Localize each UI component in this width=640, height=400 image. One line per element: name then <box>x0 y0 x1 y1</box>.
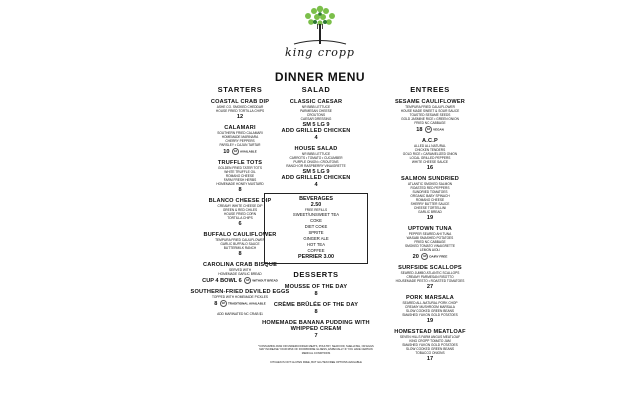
item-description: PARMESAN CHEESE <box>300 109 332 113</box>
item-description: TOPPED WITH HOMEMADE PICKLES <box>211 295 269 299</box>
item-description: HOMEMADE GARLIC BREAD <box>218 272 262 276</box>
add-on-label: ADD GRILLED CHICKEN <box>281 175 351 181</box>
item-description: BUTTERMILK RANCH <box>223 246 257 250</box>
entrees-column <box>360 85 500 367</box>
item-price: 8 <box>314 291 318 297</box>
item-description: NR BIBB LETTUCE <box>301 105 331 109</box>
item-description: CREAMY MUSHROOM MARSALA <box>405 305 455 309</box>
menu-item <box>360 176 500 221</box>
gluten-free-icon: GF <box>221 302 226 305</box>
item-price: 6 <box>238 221 242 227</box>
entrees-list <box>360 99 500 362</box>
item-description: ROMANO CHEESE <box>415 198 445 202</box>
gluten-free-icon: GF <box>423 255 427 258</box>
item-description: SEARED JUMBO ATLANTIC SCALLOPS <box>400 271 460 275</box>
item-description: FRIED NC CABBAGE <box>414 121 446 125</box>
gluten-free-icon: GF <box>426 128 431 131</box>
item-description: SEVEN HILLS FARM ANGUS MEATLOAF <box>399 335 461 339</box>
menu-item <box>360 226 500 260</box>
item-description: HOMEMADE HONEY MUSTARD <box>216 182 264 186</box>
item-description: WHITE CHEESE SAUCE <box>411 160 449 164</box>
beverages-box <box>264 193 368 264</box>
tree-fork-icon <box>290 4 350 48</box>
starters-heading: STARTERS <box>217 85 263 94</box>
item-price: 27 <box>426 284 434 290</box>
item-description: WASABI SMASHED POTATOES <box>406 236 454 240</box>
item-description: CHICKEN TENDERS <box>414 148 446 152</box>
item-name: SURFSIDE SCALLOPS <box>398 265 462 271</box>
item-description: HOUSE FRIED CORN <box>223 212 257 216</box>
item-description: GREEN & RED CHILES <box>222 208 258 212</box>
item-price: 17 <box>426 356 434 362</box>
item-note: AVAILABLE <box>240 149 257 154</box>
item-description: HOUSE MADE SWEET & SOUR SAUCE <box>400 109 460 113</box>
add-on-label: ADD GRILLED CHICKEN <box>281 128 351 134</box>
item-description: KING CROPP TOMATO JAM <box>409 339 451 343</box>
desserts-heading: DESSERTS <box>293 270 339 279</box>
item-price: SM 5 LG 9 <box>302 169 330 175</box>
gluten-free-icon: GF <box>246 279 250 282</box>
item-name: HOMESTEAD MEATLOAF <box>394 329 466 335</box>
item-price: 20 GF DAIRY FREE <box>412 253 448 260</box>
item-description: ROASTED RED PEPPERS <box>410 186 450 190</box>
item-description: GOLD RICE • CARAMELIZED ONION <box>402 152 458 156</box>
item-description: PARSLEY • CAJUN TARTAR <box>219 143 261 147</box>
item-name: BLANCO CHEESE DIP <box>208 198 272 204</box>
item-description: RANCH OR RASPBERRY VINAIGRETTE <box>286 164 346 168</box>
menu-title: DINNER MENU <box>274 70 366 84</box>
item-description: SHERRY BUTTER SAUCE <box>410 202 450 206</box>
gluten-footnote: KITCHEN IS NOT GLUTEN FREE, BUT GLUTEN FREE OPTIONS AVAILABLE <box>270 361 362 365</box>
item-description: SLOW COOKED GREEN BEANS <box>406 347 454 351</box>
beverages-sub: FREE REFILLS <box>304 208 328 212</box>
item-description: TEMPURA FRIED CAULIFLOWER <box>405 105 455 109</box>
item-description: CREAMY WHITE CHEESE DIP <box>217 204 263 208</box>
item-description: SEARED ALL-NATURAL PORK CHOP <box>402 301 458 305</box>
raw-food-footnote: *CONSUMING RAW OR UNDERCOOKED MEATS, POULTRY, SEAFOOD, SHELLFISH, OR EGGS MAY INCREASE YOUR RISK OF FOODBORNE ILLNESS, ESPECIALLY IF YOU HAVE CERTAIN MEDICAL CONDITIONS <box>258 345 374 355</box>
item-price: 8 GF TRADITIONAL AVAILABLE <box>214 300 266 307</box>
item-note: TRADITIONAL AVAILABLE <box>227 301 266 306</box>
item-description: SLOW COOKED GREEN BEANS <box>406 309 454 313</box>
item-description: SOUTHERN FRIED CALAMARI <box>217 131 263 135</box>
item-price: SM 5 LG 9 <box>302 122 330 128</box>
item-description: CARROTS • TOMATO • CUCUMBER <box>289 156 343 160</box>
item-name: COASTAL CRAB DIP <box>210 99 270 105</box>
item-name: MOUSSE OF THE DAY <box>284 284 348 290</box>
item-description: TEMPURA FRIED CAULIFLOWER <box>215 238 265 242</box>
item-description: WHITE TRUFFLE OIL <box>224 170 256 174</box>
item-description: TOBACCO ONIONS <box>415 351 445 355</box>
item-name: HOUSE SALAD <box>294 146 338 152</box>
entrees-heading: ENTREES <box>410 85 450 94</box>
item-price: 8 <box>314 309 318 315</box>
item-description: SMASHED YUKON GOLD POTATOES <box>402 313 458 317</box>
item-note: VEGAN <box>433 127 444 132</box>
beverage-item: SPRITE <box>308 230 324 235</box>
item-name: SALMON SUNDRIED <box>400 176 459 182</box>
perrier-line: PERRIER 3.00 <box>298 254 334 260</box>
starters-footer: ADD MARINATED NC CRAB $1 <box>217 312 263 316</box>
item-name: CLASSIC CAESAR <box>289 99 343 105</box>
add-on-price: 4 <box>314 135 318 141</box>
beverage-item: COKE <box>310 218 322 223</box>
item-name: TRUFFLE TOTS <box>217 160 263 166</box>
item-description: CREAMY PARMESAN RISOTTO <box>406 275 454 279</box>
item-price: 18 GF VEGAN <box>416 126 444 133</box>
item-description: ASHE CO. SMOKED CHEDDAR <box>216 105 264 109</box>
item-description: GOLDEN FRIED TATER TOTS <box>218 166 262 170</box>
item-name: CAROLINA CRAB BISQUE <box>202 262 278 268</box>
item-description: ORGANIC BABY SPINACH <box>410 194 450 198</box>
item-price: 8 <box>238 187 242 193</box>
beverages-list <box>265 212 367 254</box>
item-description: SUNDRIED TOMATOES <box>412 190 448 194</box>
beverages-title: BEVERAGES <box>299 196 333 202</box>
item-description: PEPPER SEARED AHI TUNA <box>408 232 452 236</box>
item-price: 16 <box>426 165 434 171</box>
item-description: FARM FRESH HERBS <box>223 178 257 182</box>
item-description: HOUSE FRIED TORTILLA CHIPS <box>215 109 265 113</box>
item-name: A.C.P <box>422 138 438 144</box>
item-description: TOASTED SESAME SEEDS <box>409 113 451 117</box>
item-description: LOCAL GRILLED PEPPERS <box>409 156 451 160</box>
item-note: DAIRY FREE <box>429 254 448 259</box>
beverage-item: SWEET/UNSWEET TEA <box>292 212 340 217</box>
item-description: FRIED NC CABBAGE <box>414 240 446 244</box>
beverage-item: DIET COKE <box>304 224 328 229</box>
item-description: PURPLE ONION • CROUTONS <box>293 160 339 164</box>
menu-item <box>360 99 500 133</box>
beverage-item: GINGER ALE <box>303 236 329 241</box>
item-price: 8 <box>238 251 242 257</box>
menu-item <box>360 329 500 362</box>
salad-heading: SALAD <box>301 85 331 94</box>
item-description: HOUSEMADE PESTO • ROASTED TOMATOES <box>395 279 465 283</box>
item-description: CROUTONS <box>306 113 326 117</box>
beverage-item: COFFEE <box>307 248 325 253</box>
item-description: ROMANO CHEESE <box>225 174 255 178</box>
item-description: SERVED WITH <box>228 268 252 272</box>
item-description: GARLIC BREAD <box>418 210 442 214</box>
brand-name: king cropp <box>285 46 355 59</box>
item-price: 19 <box>426 215 434 221</box>
logo <box>0 4 640 59</box>
item-name: CRÈME BRÛLÉE OF THE DAY <box>273 302 359 308</box>
item-description: HOMEMADE MARINARA <box>221 135 259 139</box>
item-description: GARLIC BUFFALO SAUCE <box>220 242 260 246</box>
item-description: SMASHED YUKON GOLD POTATOES <box>402 343 458 347</box>
item-description: GOLD JASMINE RICE • GREEN ONION <box>401 117 459 121</box>
item-price: 19 <box>426 318 434 324</box>
item-description: LEMON AIOLI <box>419 248 441 252</box>
item-description: ATLANTIC SMOKED SALMON <box>407 182 453 186</box>
item-name: UPTOWN TUNA <box>407 226 453 232</box>
item-price: 7 <box>314 333 318 339</box>
item-price: 10 GF AVAILABLE <box>223 148 257 155</box>
item-description: CAESAR DRESSING <box>300 117 332 121</box>
menu-item <box>360 295 500 324</box>
item-name: SESAME CAULIFLOWER <box>394 99 466 105</box>
item-name: SOUTHERN-FRIED DEVILED EGGS <box>190 289 290 295</box>
gluten-free-icon: GF <box>233 150 238 153</box>
add-on-price: 4 <box>314 182 318 188</box>
item-description: TORTILLA CHIPS <box>227 216 253 220</box>
item-note: WITHOUT BREAD <box>252 278 278 283</box>
beverage-item: HOT TEA <box>307 242 325 247</box>
menu-item <box>360 265 500 290</box>
item-description: CHEESE TORTELLINI <box>413 206 447 210</box>
item-description: NR BIBB LETTUCE <box>301 152 331 156</box>
item-price: 12 <box>236 114 244 120</box>
beverages-price: 2.50 <box>310 202 322 208</box>
item-name: PORK MARSALA <box>405 295 455 301</box>
item-name: BUFFALO CAULIFLOWER <box>203 232 277 238</box>
item-description: CHERRY PEPPERS <box>225 139 255 143</box>
item-description: SMOKED TOMATO VINAIGRETTE <box>404 244 456 248</box>
menu-item <box>360 138 500 171</box>
item-description: ALLED ALL NATURAL <box>414 144 446 148</box>
item-price: CUP 4 BOWL 6 GF WITHOUT BREAD <box>202 277 278 284</box>
item-name: HOMEMADE BANANA PUDDING WITH WHIPPED CREAM <box>262 320 370 332</box>
item-name: CALAMARI <box>224 125 256 131</box>
